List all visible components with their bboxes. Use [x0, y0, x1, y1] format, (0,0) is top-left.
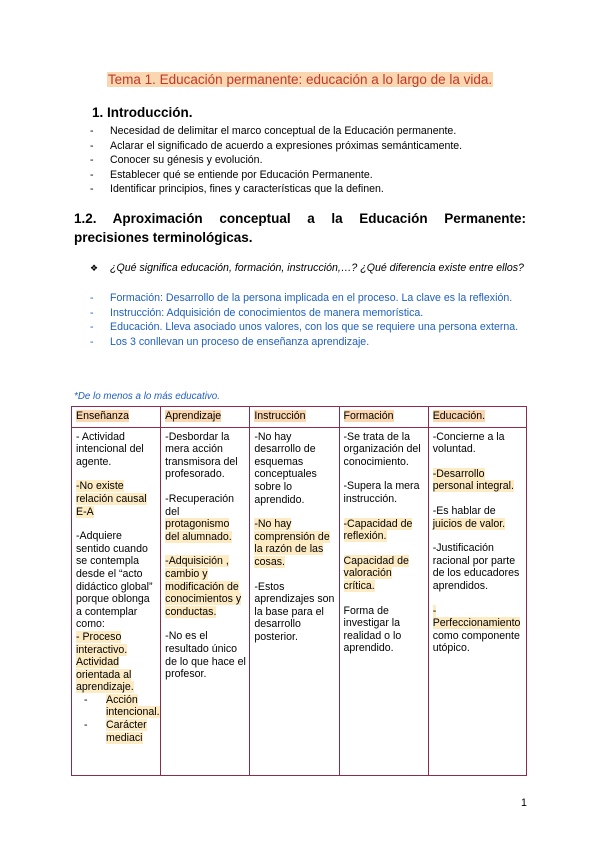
- diamond-bullet-icon: ❖: [90, 263, 99, 273]
- list-item: - Establecer qué se entiende por Educación Permanente.: [90, 168, 462, 183]
- header-ensenanza: Enseñanza: [72, 407, 161, 428]
- table-row: [72, 427, 527, 775]
- cell-educacion: -Concierne a la voluntad. -Desarrollo personal integral. -Es hablar de juicios de valor. -Justificación racional por parte de los educadores aprendidos. -Perfeccionamiento como componente utópico.: [428, 427, 526, 775]
- comparison-table: [71, 406, 527, 776]
- cell-aprendizaje: -Desbordar la mera acción transmisora del profesorado. -Recuperación del protagonismo del alumnado. -Adquisición , cambio y modificación de conocimientos y conductas. -No es el resultado único de lo que hace el profesor.: [161, 427, 250, 775]
- cell-ensenanza: - Actividad intencional del agente. -No existe relación causal E-A -Adquiere sentido cuando se contempla desde el “acto didáctico global” porque oblonga a contemplar como: - Proceso interactivo. Actividad orientada al aprendizaje. - Acción intencional. - Carácter mediaci: [72, 427, 161, 775]
- definitions-list: [90, 291, 526, 349]
- list-item: - Conocer su génesis y evolución.: [90, 153, 462, 168]
- definition-formacion: - Formación: Desarrollo de la persona implicada en el proceso. La clave es la reflexión.: [90, 291, 526, 306]
- definition-summary: - Los 3 conllevan un proceso de enseñanza aprendizaje.: [90, 335, 526, 350]
- list-item: - Identificar principios, fines y características que la definen.: [90, 182, 462, 197]
- section-1-2-heading: 1.2. Aproximación conceptual a la Educación Permanente: precisiones terminológicas.: [74, 211, 526, 245]
- header-instruccion: Instrucción: [250, 407, 339, 428]
- guiding-question: [90, 262, 526, 275]
- header-aprendizaje: Aprendizaje: [161, 407, 250, 428]
- definition-educacion: - Educación. Lleva asociado unos valores, con los que se requiere una persona externa.: [90, 320, 526, 335]
- table-header-row: [72, 407, 527, 428]
- header-educacion: Educación.: [428, 407, 526, 428]
- question-text: ¿Qué significa educación, formación, instrucción,…? ¿Qué diferencia existe entre ellos?: [110, 262, 524, 274]
- intro-list: [90, 124, 462, 197]
- list-item: - Necesidad de delimitar el marco conceptual de la Educación permanente.: [90, 124, 462, 139]
- cell-instruccion: -No hay desarrollo de esquemas conceptuales sobre lo aprendido. -No hay comprensión de la razón de las cosas. -Estos aprendizajes son la base para el desarrollo posterior.: [250, 427, 339, 775]
- cell-formacion: -Se trata de la organización del conocimiento. -Supera la mera instrucción. -Capacidad de reflexión. Capacidad de valoración crítica. Forma de investigar la realidad o lo aprendido.: [339, 427, 428, 775]
- table-note: *De lo menos a lo más educativo.: [74, 391, 220, 402]
- definition-instruccion: - Instrucción: Adquisición de conocimientos de manera memorística.: [90, 306, 526, 321]
- list-item: - Aclarar el significado de acuerdo a expresiones próximas semánticamente.: [90, 139, 462, 154]
- section-1-heading: 1. Introducción.: [92, 105, 193, 120]
- sub-list: - Acción intencional. - Carácter mediaci: [76, 694, 157, 744]
- document-title: Tema 1. Educación permanente: educación a lo largo de la vida.: [107, 72, 493, 87]
- page-number: 1: [521, 797, 527, 809]
- header-formacion: Formación: [339, 407, 428, 428]
